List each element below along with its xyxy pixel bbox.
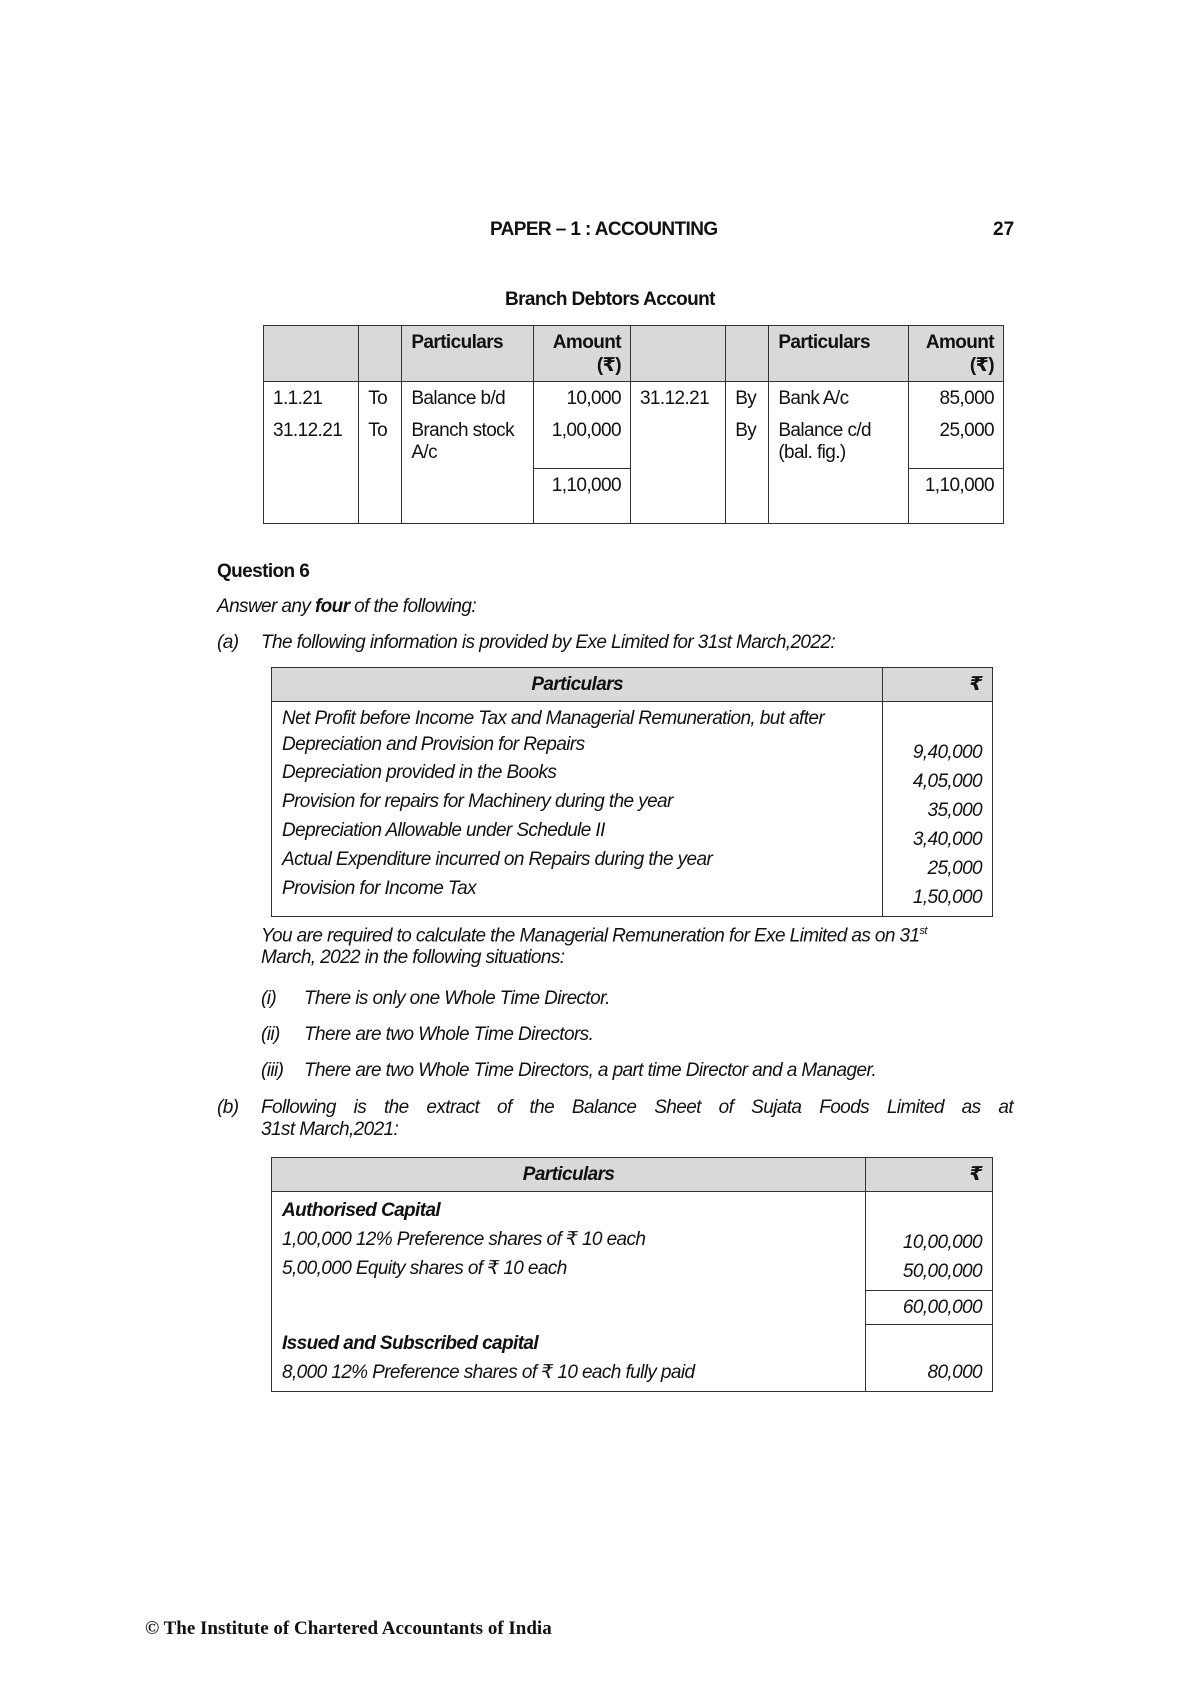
cr-prefix: By [726, 414, 769, 468]
list-value: 80,000 [927, 1361, 982, 1383]
debit-total: 1,10,000 [533, 468, 630, 523]
authorised-total [866, 1291, 993, 1325]
total-value: 60,00,000 [902, 1297, 982, 1318]
situation-label: (ii) [261, 1024, 280, 1045]
cr-prefix: By [726, 382, 769, 415]
cr-particulars: Balance c/d (bal. fig.) [769, 414, 908, 468]
list-value: 25,000 [927, 858, 982, 879]
header-rupee: ₹ [866, 1158, 993, 1192]
cr-date: 31.12.21 [630, 382, 725, 415]
credit-total: 1,10,000 [908, 468, 1003, 523]
header-particulars-dr: Particulars [402, 326, 533, 382]
empty-cell [264, 468, 359, 523]
list-value: 35,000 [927, 800, 982, 821]
list-value: 9,40,000 [912, 742, 982, 763]
list-item: Depreciation and Provision for Repairs [282, 734, 585, 755]
part-b-label: (b) [217, 1097, 239, 1118]
part-b-authorised-row [272, 1192, 993, 1291]
list-value: 3,40,000 [912, 829, 982, 850]
part-b-intro: Following is the extract of the Balance Sheet of Sujata Foods Limited as at 31st March,2021: [261, 1097, 1013, 1140]
empty-cell [726, 468, 769, 523]
branch-debtors-title: Branch Debtors Account [505, 289, 715, 310]
empty-cell [769, 468, 908, 523]
situation-text: There is only one Whole Time Director. [304, 988, 610, 1009]
table-row [264, 382, 1004, 415]
cr-amount: 25,000 [908, 414, 1003, 468]
header-date-dr [264, 326, 359, 382]
empty-cell [630, 468, 725, 523]
authorised-particulars [272, 1192, 866, 1325]
list-item: Depreciation Allowable under Schedule II [282, 820, 605, 841]
part-a-requirement: You are required to calculate the Managerial Remuneration for Exe Limited as on 31st March, 2022 in the following situations: [261, 925, 927, 969]
list-value: 4,05,000 [912, 771, 982, 792]
header-amount-dr: Amount (₹) [533, 326, 630, 382]
part-a-table [271, 667, 993, 917]
empty-cell [402, 468, 533, 523]
header-particulars: Particulars [272, 1158, 866, 1192]
dr-amount: 1,00,000 [533, 414, 630, 468]
section-heading: Issued and Subscribed capital [282, 1332, 539, 1354]
part-a-intro: The following information is provided by Exe Limited for 31st March,2022: [261, 632, 836, 653]
list-item: 8,000 12% Preference shares of ₹ 10 each fully paid [282, 1361, 695, 1383]
part-a-header-row [272, 668, 993, 702]
running-header-title: PAPER – 1 : ACCOUNTING [490, 219, 718, 240]
list-item: Provision for repairs for Machinery during the year [282, 791, 673, 812]
amount-column [883, 702, 993, 917]
cr-particulars: Bank A/c [769, 382, 908, 415]
dr-amount: 10,000 [533, 382, 630, 415]
table-row [264, 414, 1004, 468]
list-item: Actual Expenditure incurred on Repairs during the year [282, 849, 713, 870]
header-date-cr [630, 326, 725, 382]
dr-particulars: Balance b/d [402, 382, 533, 415]
situation-label: (iii) [261, 1060, 284, 1081]
part-b-header-row [272, 1158, 993, 1192]
part-a-label: (a) [217, 632, 239, 653]
cr-amount: 85,000 [908, 382, 1003, 415]
section-heading: Authorised Capital [282, 1200, 441, 1221]
header-rupee: ₹ [883, 668, 993, 702]
branch-debtors-table [263, 325, 1004, 524]
part-a-body-row [272, 702, 993, 917]
situation-text: There are two Whole Time Directors, a part time Director and a Manager. [304, 1060, 877, 1081]
list-value: 1,50,000 [912, 887, 982, 908]
list-value: 50,00,000 [902, 1261, 982, 1282]
dr-prefix: To [359, 414, 402, 468]
totals-row [264, 468, 1004, 523]
list-value: 10,00,000 [902, 1232, 982, 1253]
dr-particulars: Branch stock A/c [402, 414, 533, 468]
part-b-issued-row [272, 1325, 993, 1392]
cr-date [630, 414, 725, 468]
empty-cell [359, 468, 402, 523]
list-item: 5,00,000 Equity shares of ₹ 10 each [282, 1258, 567, 1279]
dr-date: 1.1.21 [264, 382, 359, 415]
question-instruction: Answer any four of the following: [217, 596, 477, 617]
header-particulars: Particulars [272, 668, 883, 702]
authorised-values [866, 1192, 993, 1291]
list-value [893, 706, 982, 738]
header-particulars-cr: Particulars [769, 326, 908, 382]
header-prefix-cr [726, 326, 769, 382]
dr-date: 31.12.21 [264, 414, 359, 468]
list-item: Provision for Income Tax [282, 878, 476, 899]
list-item: 1,00,000 12% Preference shares of ₹ 10 each [282, 1229, 646, 1250]
list-item: Depreciation provided in the Books [282, 762, 557, 783]
particulars-column [272, 702, 883, 917]
header-prefix-dr [359, 326, 402, 382]
situation-label: (i) [261, 988, 277, 1009]
footer-copyright: © The Institute of Chartered Accountants of India [145, 1618, 552, 1639]
page-number: 27 [993, 219, 1015, 240]
header-amount-cr: Amount (₹) [908, 326, 1003, 382]
part-b-table [271, 1157, 993, 1392]
issued-values [866, 1325, 993, 1392]
issued-particulars [272, 1325, 866, 1392]
ledger-header-row [264, 326, 1004, 382]
dr-prefix: To [359, 382, 402, 415]
situation-text: There are two Whole Time Directors. [304, 1024, 594, 1045]
question-title: Question 6 [217, 561, 310, 582]
list-item: Net Profit before Income Tax and Managerial Remuneration, but after [282, 708, 825, 729]
